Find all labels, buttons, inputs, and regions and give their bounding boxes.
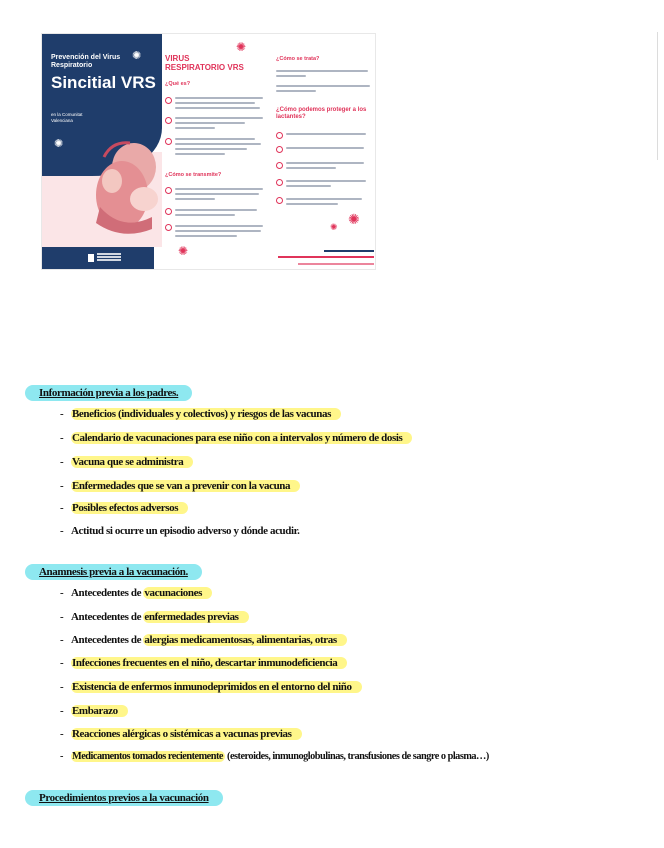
list-item: - Medicamentos tomados recientemente (esteroides, inmunoglobulinas, transfusiones de sangre o plasma…) <box>60 751 489 762</box>
generalitat-logo <box>88 254 94 262</box>
vrs-leaflet-image <box>41 33 376 270</box>
right-question-2: ¿Cómo podemos proteger a los lactantes? <box>276 107 367 120</box>
list-item: - Vacuna que se administra <box>60 455 193 469</box>
mid-question-1: ¿Qué es? <box>165 81 191 87</box>
section-heading-anamnesis: Anamnesis previa a la vacunación. <box>25 564 202 580</box>
leaflet-middle-column <box>162 34 270 269</box>
bullet-icon <box>276 179 283 186</box>
right-question-1: ¿Cómo se trata? <box>276 56 320 62</box>
virus-icon: ✺ <box>54 138 64 150</box>
mid-title: VIRUS RESPIRATORIO VRS <box>165 54 244 72</box>
list-item: - Enfermedades que se van a prevenir con la vacuna <box>60 479 300 493</box>
list-item: - Antecedentes de enfermedades previas <box>60 610 249 624</box>
bullet-icon <box>165 224 172 231</box>
list-item: - Antecedentes de vacunaciones <box>60 586 212 600</box>
virus-icon: ✺ <box>132 50 142 62</box>
bullet-icon <box>165 138 172 145</box>
bullet-icon <box>165 187 172 194</box>
bullet-icon <box>165 117 172 124</box>
list-item: - Actitud si ocurre un episodio adverso y dónde acudir. <box>60 525 300 537</box>
list-item: - Beneficios (individuales y colectivos) y riesgos de las vacunas <box>60 407 341 421</box>
virus-decor-icon: ✺ <box>330 222 338 232</box>
virus-decor-icon: ✺ <box>236 40 247 54</box>
section-heading-info: Información previa a los padres. <box>25 385 192 401</box>
footer-logo-text <box>97 253 121 255</box>
list-item: - Reacciones alérgicas o sistémicas a vacunas previas <box>60 727 302 741</box>
leaflet-cover-panel <box>42 34 162 269</box>
cover-subtitle: en la Comunitat Valenciana <box>51 112 83 123</box>
virus-decor-icon: ✺ <box>348 213 360 228</box>
page-edge-line <box>657 32 658 160</box>
bullet-icon <box>276 197 283 204</box>
list-item: - Infecciones frecuentes en el niño, descartar inmunodeficiencia <box>60 656 347 670</box>
list-item: - Calendario de vacunaciones para ese niño con a intervalos y número de dosis <box>60 431 412 445</box>
leaflet-right-column <box>274 34 374 269</box>
mother-baby-illustration <box>82 137 162 247</box>
bullet-icon <box>276 162 283 169</box>
list-item: - Antecedentes de alergias medicamentosas, alimentarias, otras <box>60 633 347 647</box>
bullet-icon <box>165 97 172 104</box>
section-heading-procedures: Procedimientos previos a la vacunación <box>25 790 223 806</box>
cover-title-big: Sincitial VRS <box>51 73 156 92</box>
virus-decor-icon: ✺ <box>178 244 189 258</box>
cover-footer-bar <box>42 247 154 269</box>
bullet-icon <box>276 146 283 153</box>
list-item: - Posibles efectos adversos <box>60 501 188 515</box>
mid-question-2: ¿Cómo se transmite? <box>165 172 222 178</box>
list-item: - Existencia de enfermos inmunodeprimidos en el entorno del niño <box>60 680 362 694</box>
bullet-icon <box>276 132 283 139</box>
cover-title-small: Prevención del Virus Respiratorio <box>51 54 121 69</box>
bullet-icon <box>165 208 172 215</box>
list-item: - Embarazo <box>60 704 128 718</box>
